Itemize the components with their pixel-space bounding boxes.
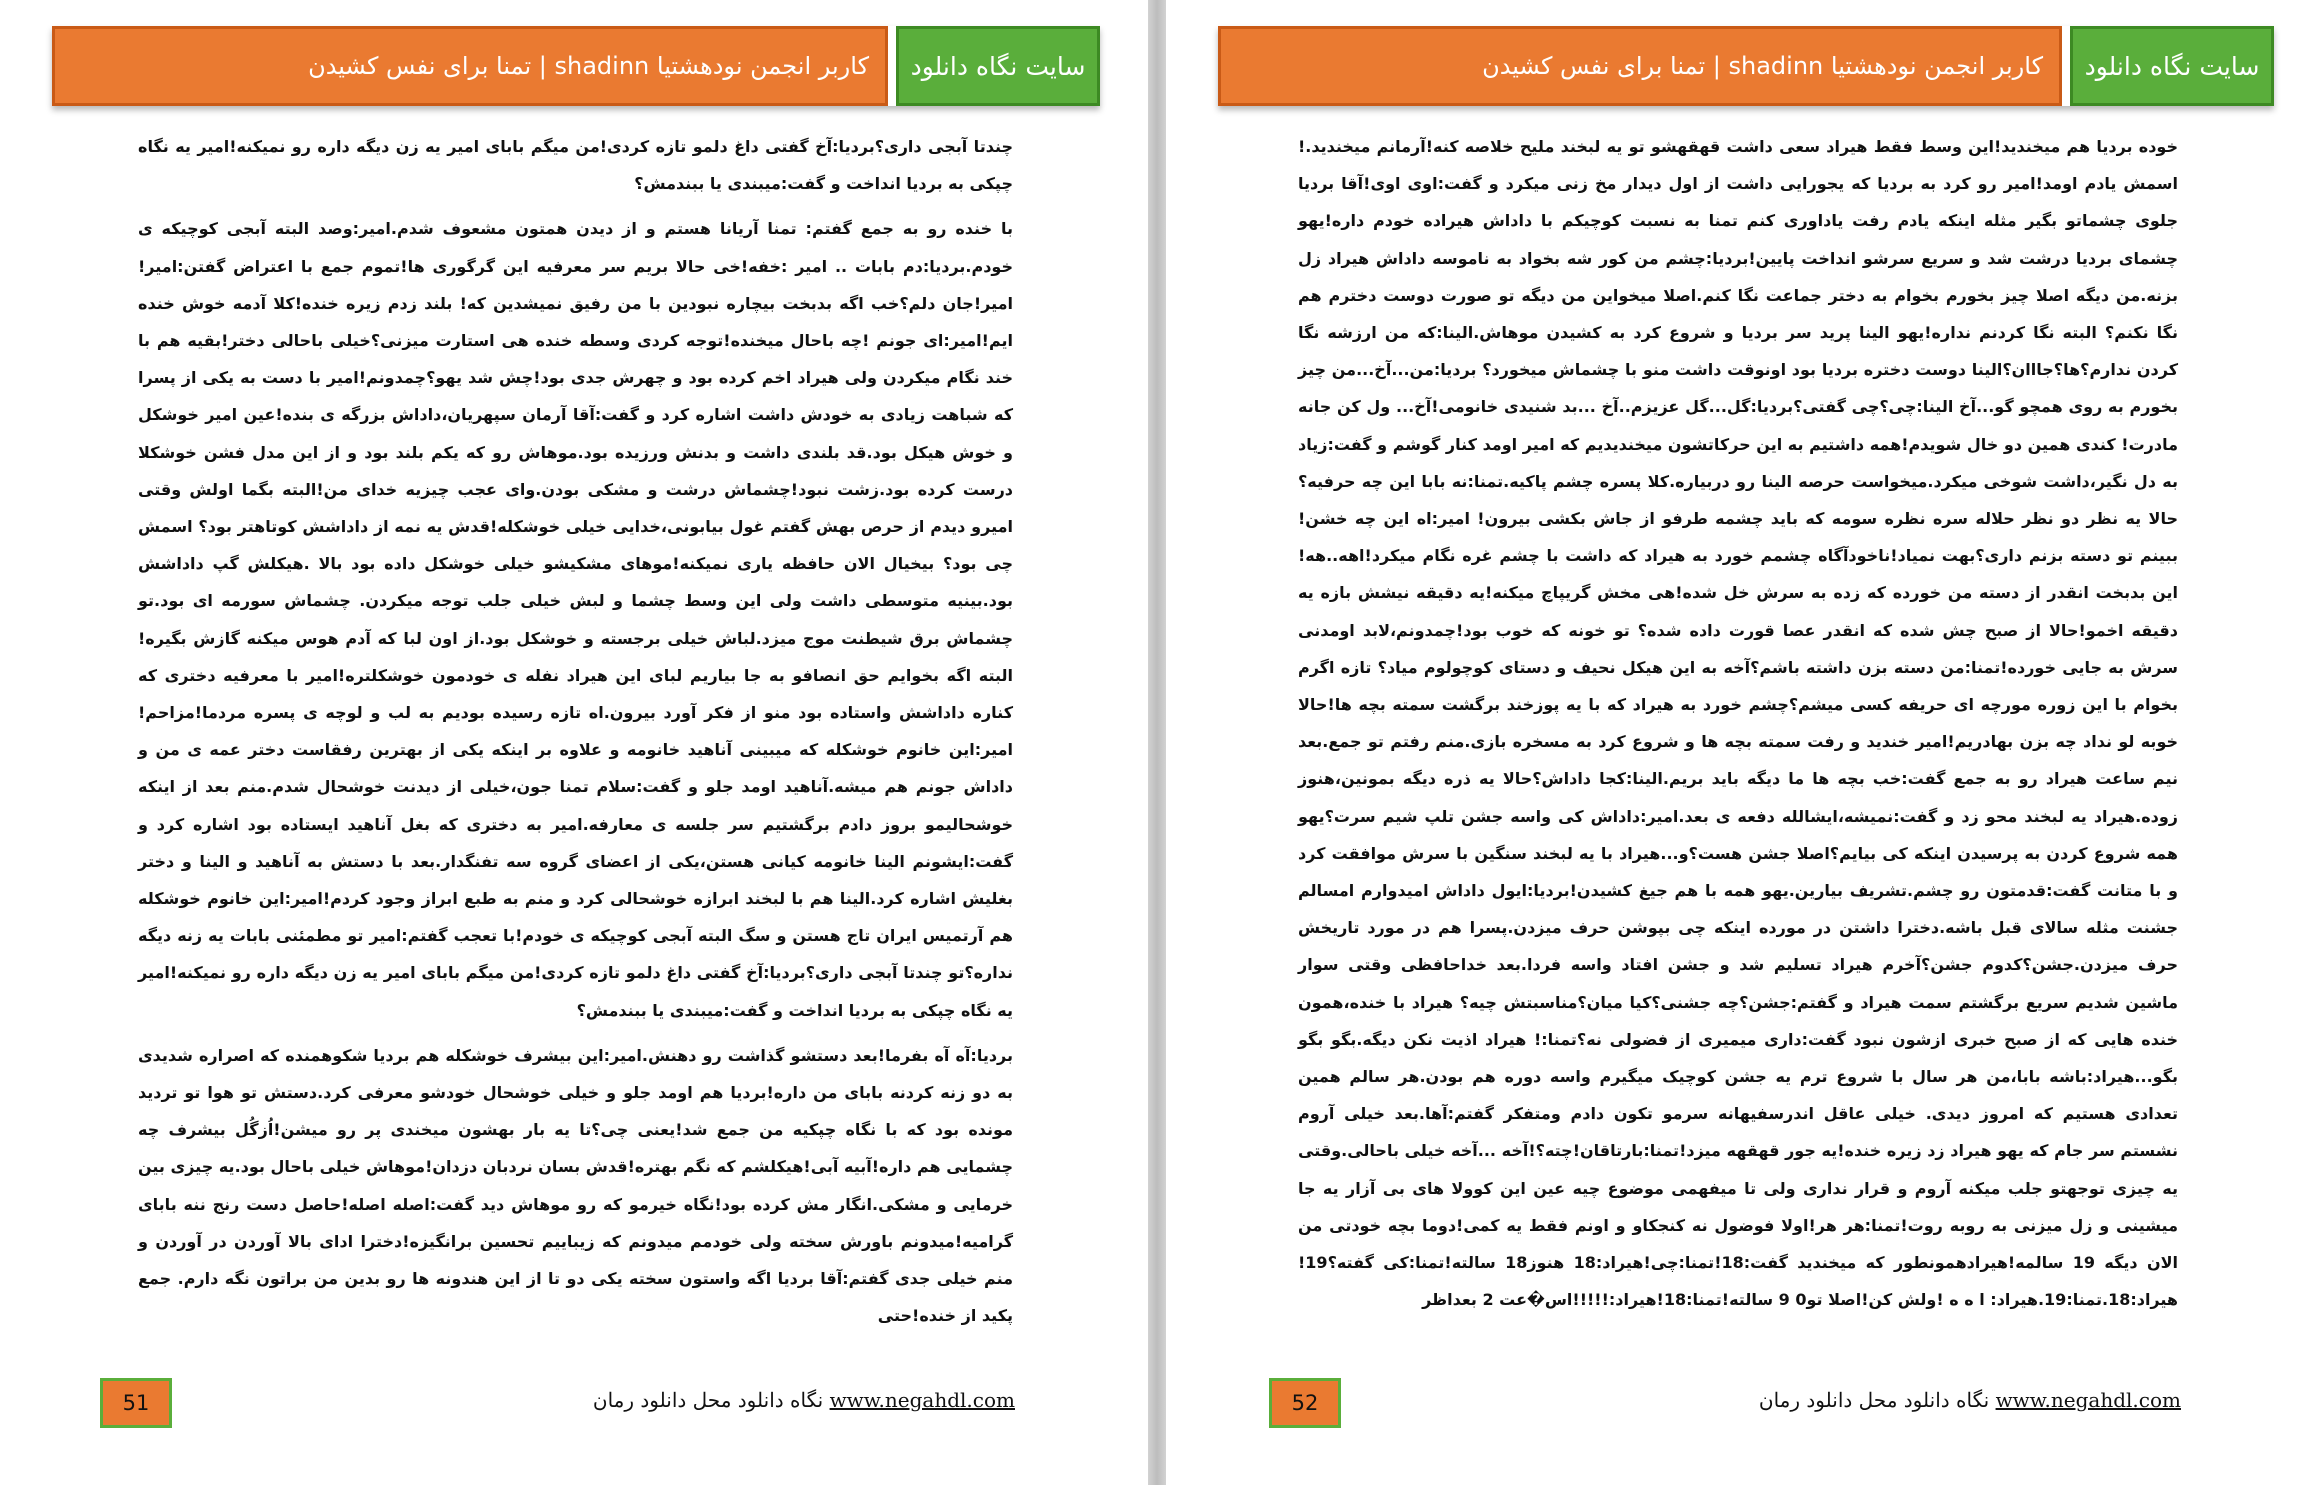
footer-label: نگاه دانلود محل دانلود رمان (592, 1388, 824, 1412)
page-number-badge: 52 (1269, 1378, 1341, 1428)
page-51 (0, 0, 1148, 1485)
page-footer (100, 1378, 1015, 1434)
paragraph: با خنده رو به جمع گفتم: تمنا آریانا هستم و از دیدن همتون مشعوف شدم.امیر:وصد البته آبجی کوچیکه ی خودم.بردیا:دم بابات .. امیر :خفه!خی حالا بریم سر معرفیه این گرگوری ها!تموم جمع با اعتراض گفتن:امیر! امیر!جان دلم؟خب اگه بدبخت بیچاره نبودین با من رفیق نمیشدین که! بلند زدم زیره خنده!کلا آدمه خوش خنده ایم!امیر:ای جونم !چه باحال میخنده!توجه کردی وسطه خنده هی استارت میزنی؟خیلی باحالی دختر!بقیه هم با خند نگام میکردن ولی هیراد اخم کرده بود و چهرش جدی بود!چش شد یهو؟چمدونم!امیر با دست به یکی از پسرا که شباهت زیادی به خودش داشت اشاره کرد و گفت:آقا آرمان سپهریان،داداش بزرگه ی بنده!عین امیر خوشکل و خوش هیکل بود.قد بلندی داشت و بدنش ورزیده بود.موهاش رو که یکم بلند بود و از این مدل فشن خوشکلا درست کرده بود.زشت نبود!چشماش درشت و مشکی بودن.وای عجب چیزیه خدای من!البته بگما اولش وقتی امیرو دیدم از حرص بهش گفتم غول بیابونی،خدایی خیلی خوشکله!قدش یه نمه از داداشش کوتاهتر بود؟ اسمش چی بود؟ بیخیال الان حافظه یاری نمیکنه!موهای مشکیشو خیلی خوشکل داده بود بالا .هیکلش گپ داداشش بود.بینیه متوسطی داشت ولی این وسط چشما و لبش خیلی جلب توجه میکردن. چشماش سورمه ای بود.تو چشماش برق شیطنت موج میزد.لباش خیلی برجسته و خوشکل بود.از اون لبا که آدم هوس میکنه گازش بگیره!البته اگه بخوایم حق انصافو به جا بیاریم لبای این هیراد نفله ی خودمون خوشکلتره!امیر با معرفیه دختری که کناره داداشش واستاده بود منو از فکر آورد بیرون.اه تازه رسیده بودیم به لب و لوچه ی پسره مردما!مزاحم!امیر:این خانوم خوشکله که میبینی آناهید خانومه و علاوه بر اینکه یکی از بهترین رفقاست دختر عمه ی من و داداش جونم هم میشه.آناهید اومد جلو و گفت:سلام تمنا جون،خیلی از دیدنت خوشحال شدم.منم بعد از اینکه خوشحالیمو بروز دادم برگشتیم سر جلسه ی معارفه.امیر به دختری که بغل آناهید ایستاده بود اشاره کرد و گفت:ایشونم الینا خانومه کیانی هستن،یکی از اعضای گروه سه تفنگدار.بعد با دستش به آناهید و الینا و دختر بغلیش اشاره کرد.الینا هم با لبخند ابرازه خوشحالی کرد و منم به طبع ابراز وجود کردم!امیر:این خانوم خوشکله هم آرتمیس ایران تاج هستن و سگ البته آبجی کوچیکه ی خودم!با تعجب گفتم:امیر تو مطمئنی بابات یه زنه دیگه نداره؟تو چندتا آبجی داری؟بردیا:آخ گفتی داغ دلمو تازه کردی!من میگم بابای امیر یه زن دیگه داره رو نمیکنه!امیر یه نگاه چپکی به بردیا انداخت و گفت:میبندی یا ببندمش؟ (138, 219, 1013, 1020)
page-body (1298, 128, 2178, 1327)
page-footer (1269, 1378, 2181, 1434)
site-name-banner: سایت نگاه دانلود (896, 26, 1100, 106)
book-title-banner: تمنا برای نفس کشیدن | shadinn کاربر انجمن نودهشتیا (52, 26, 888, 106)
footer-caption (1759, 1388, 2181, 1412)
page-body (138, 128, 1013, 1343)
paragraph: چندتا آبجی داری؟بردیا:آخ گفتی داغ دلمو تازه کردی!من میگم بابای امیر یه زن دیگه داره رو نمیکنه!امیر یه نگاه چپکی به بردیا انداخت و گفت:میبندی یا ببندمش؟ (138, 137, 1013, 194)
footer-label: نگاه دانلود محل دانلود رمان (1758, 1388, 1990, 1412)
book-gutter (1148, 0, 1166, 1485)
book-title-banner: تمنا برای نفس کشیدن | shadinn کاربر انجمن نودهشتیا (1218, 26, 2062, 106)
footer-caption (593, 1388, 1015, 1412)
page-header (52, 26, 1100, 106)
footer-link[interactable]: www.negahdl.com (1995, 1388, 2181, 1412)
footer-link[interactable]: www.negahdl.com (829, 1388, 1015, 1412)
page-number-badge: 51 (100, 1378, 172, 1428)
site-name-banner: سایت نگاه دانلود (2070, 26, 2274, 106)
paragraph: خوده بردیا هم میخندید!این وسط فقط هیراد سعی داشت قهقهشو تو یه لبخند ملیح خلاصه کنه!آرمانم میخندید.! اسمش یادم اومد!امیر رو کرد به بردیا که یجورایی داشت از اول دیدار مخ زنی میکرد و گفت:اوی اوی!آقا بردیا جلوی چشماتو بگیر مثله اینکه یادم رفت یاداوری کنم تمنا به نسبت کوچیکم با داداش هیراده خودم داره!یهو چشمای بردیا درشت شد و سریع سرشو انداخت پایین!بردیا:چشم من کور شه بخواد به ناموسه داداش هیراد زل بزنه.من دیگه اصلا چیز بخورم بخوام به دختر جماعت نگا کنم.اصلا میخواین من دیگه تو صورت دوست دخترم هم نگا نکنم؟ البته نگا کردنم نداره!یهو الینا پرید سر بردیا و شروع کرد به کشیدن موهاش.الینا:که من ارزشه نگا کردن ندارم؟ها؟جااان؟الینا دوست دختره بردیا بود اونوقت داشت منو با چشماش میخورد؟ بردیا:من...آخ...من چیز بخورم به روی همچو گو...آخ الینا:چی؟چی گفتی؟بردیا:گل...گل عزیزم..آخ ...بد شنیدی خانومی!آخ... ول کن جانه مادرت! کندی همین دو خال شویدم!همه داشتیم به این حرکاتشون میخندیدیم که امیر اومد کنار گوشم و گفت:زیاد به دل نگیر،داشت شوخی میکرد.میخواست حرصه الینا رو دربیاره.کلا پسره چشم پاکیه.تمنا:نه بابا این چه حرفیه؟حالا یه نظر دو نظر حلاله سره نظره سومه که باید چشمه طرفو از جاش بکشی بیرون! امیر:اه این چه خشن!ببینم تو دسته بزنم داری؟بهت نمیاد!ناخودآگاه چشمم خورد به هیراد که داشت با چشم غره نگام میکرد!اهه..هه!این بدبخت انقدر از دسته من خورده که زده به سرش خل شده!هی مخش گریپاچ میکنه!یه دقیقه نیشش بازه یه دقیقه اخمو!حالا از صبح چش شده که انقدر عصا قورت داده شده؟ تو خونه که خوب بود!چمدونم،لابد اومدنی سرش به جایی خورده!تمنا:من دسته بزن داشته باشم؟آخه به این هیکل نحیف و دستای کوچولوم میاد؟ تازه اگرم بخوام با این زوره مورچه ای حریفه کسی میشم؟چشم خورد به هیراد که با یه پوزخند برگشت سمته بچه ها!حالا خوبه لو نداد چه بزن بهادریم!امیر خندید و رفت سمته بچه ها و شروع کرد به مسخره بازی.منم رفتم تو جمع.بعد نیم ساعت هیراد رو به جمع گفت:خب بچه ها ما دیگه باید بریم.الینا:کجا داداش؟حالا یه ذره دیگه بمونین،هنوز زوده.هیراد یه لبخند محو زد و گفت:نمیشه،ایشالله دفعه ی بعد.امیر:داداش کی واسه جشن تلپ شیم سرت؟یهو همه شروع کردن به پرسیدن اینکه کی بیایم؟اصلا جشن هست؟و...هیراد با یه لبخند سنگین با سرش موافقت کرد و با متانت گفت:قدمتون رو چشم.تشریف بیارین.یهو همه با هم جیغ کشیدن!بردیا:ایول داداش امیدوارم امسالم جشنت مثله سالای قبل باشه.دخترا داشتن در مورده اینکه چی بپوشن حرف میزدن.پسرا هم در مورد تاریخش حرف میزدن.جشن؟کدوم جشن؟آخرم هیراد تسلیم شد و جشن افتاد واسه فردا.بعد خداحافظی وقتی سوار ماشین شدیم سریع برگشتم سمت هیراد و گفتم:جشن؟چه جشنی؟کیا میان؟مناسبتش چیه؟ هیراد با خنده،همون خنده هایی که از صبح خبری ازشون نبود گفت:داری میمیری از فضولی نه؟تمنا:! هیراد اذیت نکن دیگه.بگو بگو بگو...هیراد:باشه بابا،من هر سال با شروع ترم یه جشن کوچیک میگیرم واسه دوره هم بودن.هر سالم همین تعدادی هستیم که امروز دیدی. خیلی عاقل اندرسفیهانه سرمو تکون دادم ومتفکر گفتم:آها.بعد خیلی آروم نشستم سر جام که یهو هیراد زد زیره خنده!یه جور قهقهه میزد!تمنا:بارتاقان!چته؟!آخه ...آخه خیلی باحالی.وقتی یه چیزی توجهتو جلب میکنه آروم و قرار نداری ولی تا میفهمی موضوع چیه عین این کوولا های بی آزار یه جا میشینی و زل میزنی به روبه روت!تمنا:هر هر!اولا فوضول نه کنجکاو و اونم فقط یه کمی!دوما بچه خودتی من الان دیگه 19 سالمه!هیرادهمونطور که میخندید گفت:18!تمنا:چی!هیراد:18 هنوز18 سالته!تمنا:کی گفته؟19!هیراد:18.تمنا:19.هیراد: ا ه ه !ولش کن!اصلا تو0 9 سالته!تمنا:18!هیراد:!!!!!اس�عت 2 بعداظر (1298, 137, 2179, 1310)
paragraph: بردیا:آه آه بفرما!بعد دستشو گذاشت رو دهنش.امیر:این بیشرف خوشکله هم بردیا شکوهمنده که اصراره شدیدی به دو زنه کردنه بابای من داره!بردیا هم اومد جلو و خیلی خوشحال خودشو معرفی کرد.دستش تو هوا تو تردید مونده بود که با نگاه چپکیه من جمع شد!یعنی چی؟تا یه بار بهشون میخندی پر رو میشن!اُزگُل بیشرف چه چشمایی هم داره!آبیه آبی!هیکلشم که نگم بهتره!قدش بسان نردبان دزدان!موهاش خیلی باحال بود.یه چیزی بین خرمایی و مشکی.انگار مش کرده بود!نگاه خیرمو که رو موهاش دید گفت:اصله اصله!حاصل دست رنج ننه بابای گرامیه!میدونم باورش سخته ولی خودمم میدونم که زیباییم تحسین برانگیزه!دخترا ادای بالا آوردن در آوردن و منم خیلی جدی گفتم:آقا بردیا اگه واستون سخته یکی دو تا از این هندونه ها رو بدین من براتون نگه دارم. جمع پکید از خنده!حتی (138, 1045, 1013, 1326)
page-52 (1166, 0, 2314, 1485)
page-header (1218, 26, 2274, 106)
